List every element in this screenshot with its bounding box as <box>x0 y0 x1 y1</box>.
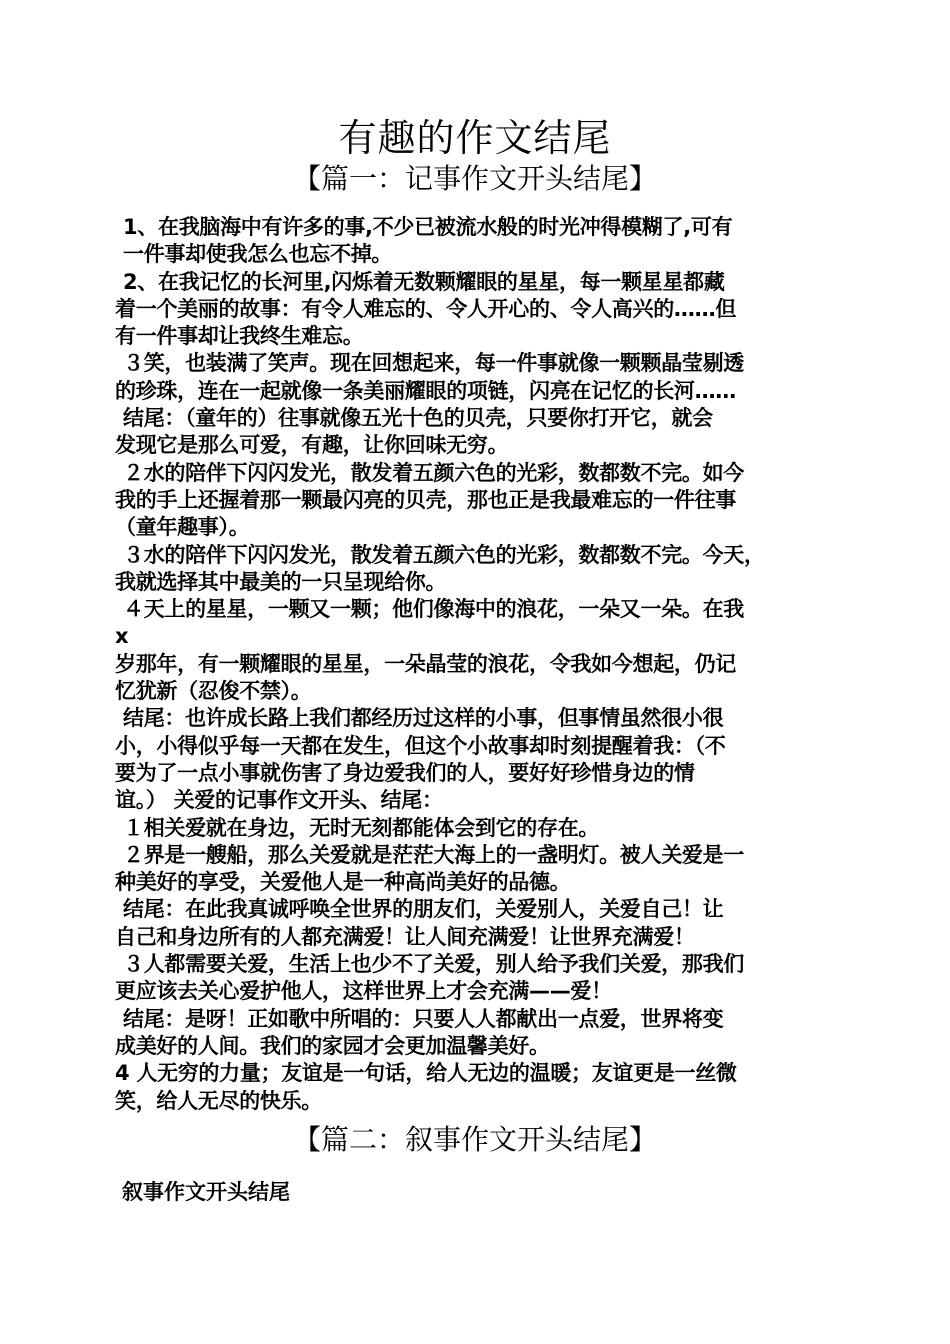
text-line: 自己和身边所有的人都充满爱！让人间充满爱！让世界充满爱！ <box>115 924 695 949</box>
section-1-body <box>115 214 845 1115</box>
text-line: 结尾：是呀！正如歌中所唱的：只要人人都献出一点爱，世界将变 <box>123 1006 724 1031</box>
text-line: 种美好的享受，关爱他人是一种高尚美好的品德。 <box>115 870 571 895</box>
text-line: ２界是一艘船，那么关爱就是茫茫大海上的一盏明灯。被人关爱是一 <box>123 842 744 867</box>
text-line: 岁那年，有一颗耀眼的星星，一朵晶莹的浪花，令我如今想起，仍记 <box>115 651 736 676</box>
text-line: 一件事却使我怎么也忘不掉。 <box>123 242 393 267</box>
section-2-subheading: 叙事作文开头结尾 <box>122 1180 290 1204</box>
text-line: 结尾：（童年的）往事就像五光十色的贝壳，只要你打开它，就会 <box>123 406 713 431</box>
text-line: ２水的陪伴下闪闪发光，散发着五颜六色的光彩，数都数不完。如今 <box>123 460 744 485</box>
text-line: ４天上的星星，一颗又一颗；他们像海中的浪花，一朵又一朵。在我 <box>123 597 744 622</box>
text-line: 的珍珠，连在一起就像一条美丽耀眼的项链，闪亮在记忆的长河…… <box>115 378 736 403</box>
text-line: 有一件事却让我终生难忘。 <box>115 324 364 349</box>
text-line: 1、在我脑海中有许多的事,不少已被流水般的时光冲得模糊了,可有 <box>123 215 733 239</box>
text-line: 谊。） 关爱的记事作文开头、结尾： <box>115 788 443 813</box>
text-line: ３水的陪伴下闪闪发光，散发着五颜六色的光彩，数都数不完。今天， <box>123 542 765 567</box>
section-heading-1: 【篇一：记事作文开头结尾】 <box>292 162 657 195</box>
text-line: （童年趣事）。 <box>115 515 250 540</box>
text-line: ３笑，也装满了笑声。现在回想起来，每一件事就像一颗颗晶莹剔透 <box>123 351 744 376</box>
text-line: 忆犹新（忍俊不禁）。 <box>115 679 312 704</box>
text-line: 笑，给人无尽的快乐。 <box>115 1088 322 1113</box>
text-line: 结尾：也许成长路上我们都经历过这样的小事，但事情虽然很小很 <box>123 706 724 731</box>
text-line: 发现它是那么可爱，有趣，让你回味无穷。 <box>115 433 509 458</box>
text-line: 我就选择其中最美的一只呈现给你。 <box>115 569 447 594</box>
text-line: 更应该去关心爱护他人，这样世界上才会充满——爱！ <box>115 979 612 1004</box>
text-line: 要为了一点小事就伤害了身边爱我们的人，要好好珍惜身边的情 <box>115 760 695 785</box>
text-line: 4 人无穷的力量；友谊是一句话，给人无边的温暖；友谊更是一丝微 <box>115 1061 737 1086</box>
text-line: ３人都需要关爱，生活上也少不了关爱，别人给予我们关爱，那我们 <box>123 952 744 977</box>
text-line: 成美好的人间。我们的家园才会更加温馨美好。 <box>115 1033 550 1058</box>
section-heading-2: 【篇二：叙事作文开头结尾】 <box>292 1123 657 1156</box>
text-line: 结尾：在此我真诚呼唤全世界的朋友们，关爱别人，关爱自己！让 <box>123 897 724 922</box>
text-line: 2、在我记忆的长河里,闪烁着无数颗耀眼的星星，每一颗星星都藏 <box>123 269 725 294</box>
text-line: 小，小得似乎每一天都在发生，但这个小故事却时刻提醒着我：（不 <box>115 733 726 758</box>
text-line: 着一个美丽的故事：有令人难忘的、令人开心的、令人高兴的……但 <box>115 296 736 321</box>
text-line: x <box>115 624 129 649</box>
text-line: 我的手上还握着那一颗最闪亮的贝壳，那也正是我最难忘的一件往事 <box>115 487 736 512</box>
text-line: １相关爱就在身边，无时无刻都能体会到它的存在。 <box>123 815 600 840</box>
document-title: 有趣的作文结尾 <box>338 116 612 160</box>
